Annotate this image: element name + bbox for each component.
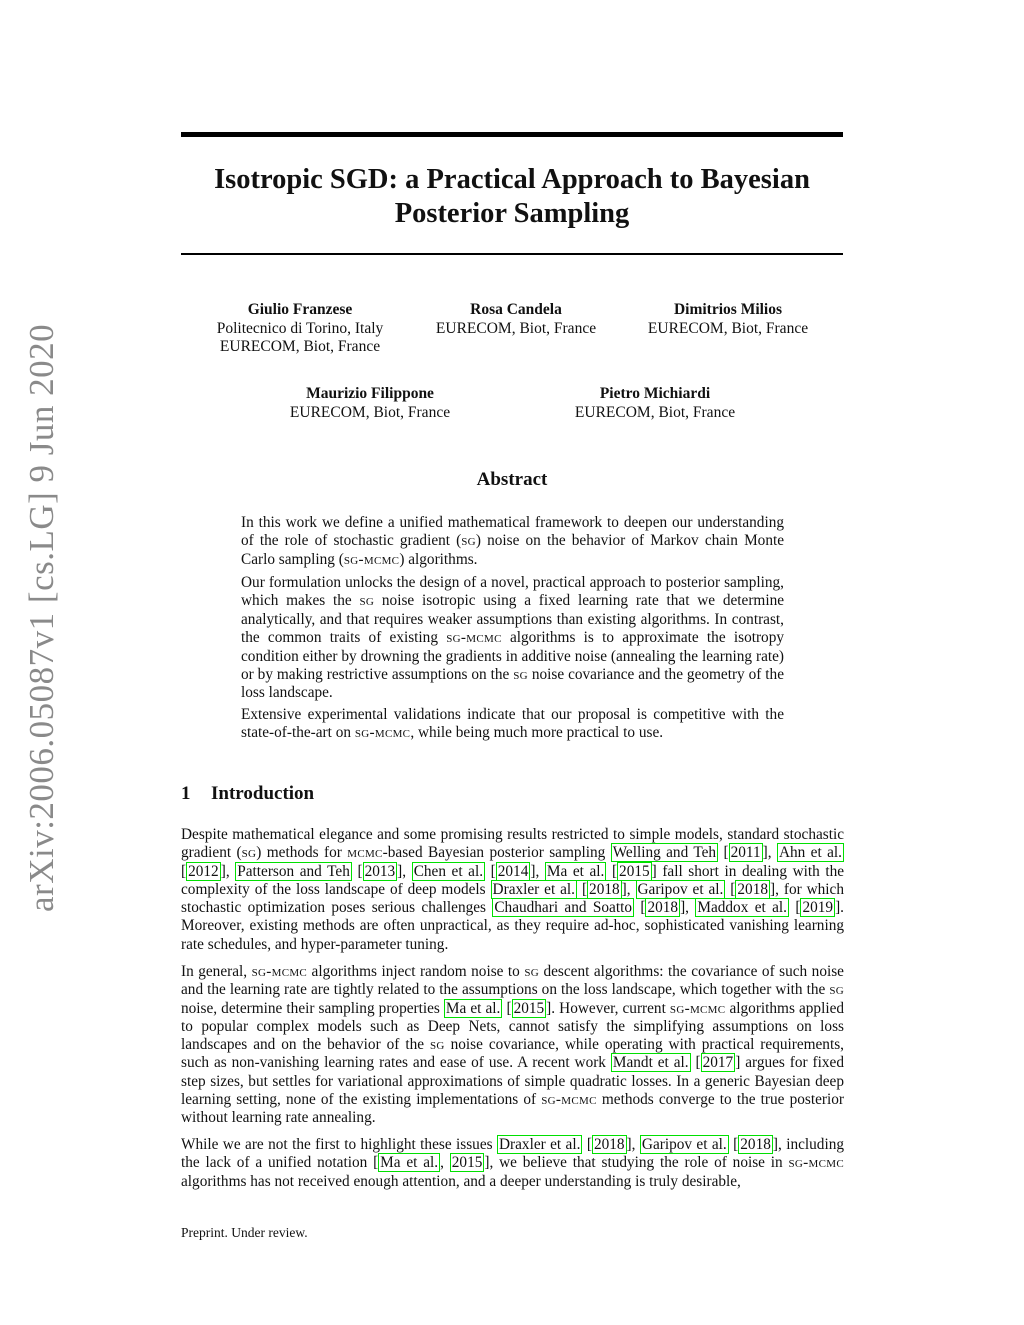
citation-link[interactable]: 2018 xyxy=(737,880,768,898)
body-paragraph: While we are not the first to highlight these issues Draxler et al. [ 2018 ], Garipov et al. [ 2018 ], including the lack of a unified notation [ Ma et al. , 2015 ], we believe that studying the role of noise in sg-mcmc algorithms has not received enough attention, and a deeper understanding is truly desirable, xyxy=(181,1136,845,1190)
citation-link[interactable]: Ma et al. xyxy=(380,1154,439,1172)
citation-link[interactable]: 2018 xyxy=(593,1136,625,1153)
citation-link[interactable]: Ma et al. xyxy=(546,862,605,880)
abstract-paragraph: Extensive experimental validations indicate that our proposal is competitive with the state-of-the-art on sg-mcmc, while being much more practical to use. xyxy=(241,706,784,742)
title-rule-bottom xyxy=(181,253,843,255)
author-affiliation: EURECOM, Biot, France xyxy=(435,319,597,337)
section-title: Introduction xyxy=(211,783,315,804)
paper-title xyxy=(181,163,843,231)
author-name: Dimitrios Milios xyxy=(673,301,783,318)
citation-link[interactable]: Mandt et al. xyxy=(612,1054,689,1072)
body-paragraph: In general, sg-mcmc algorithms inject random noise to sg descent algorithms: the covariance of such noise and the learning rate are tightly related to the assumptions on the loss landscape, which together with the sg noise, determine their sampling properties Ma et al. [ 2015 ]. However, current sg-mcmc algorithms applied to popular complex models such as Deep Nets, cannot satisfy the simplifying assumptions on loss landscapes and on the behavior of the sg noise covariance, while operating with practical requirements, such as non-vanishing learning rates and ease of use. A recent work Mandt et al. [ 2017 ] argues for fixed step sizes, but settles for variational approximations of simple quadratic losses. In a generic Bayesian deep learning setting, none of the existing implementations of sg-mcmc methods converge to the true posterior without learning rate annealing. xyxy=(181,963,845,1127)
title-rule-top xyxy=(181,132,843,137)
citation-link[interactable]: 2014 xyxy=(497,862,529,880)
citation-link[interactable]: Garipov et al. xyxy=(641,1136,727,1153)
citation-link[interactable]: 2012 xyxy=(188,862,219,880)
arxiv-stamp: arXiv:2006.05087v1 [cs.LG] 9 Jun 2020 xyxy=(22,323,61,912)
author-affiliation: EURECOM, Biot, France xyxy=(647,319,809,337)
author-block xyxy=(624,301,832,338)
author-block xyxy=(412,301,620,338)
section-number: 1 xyxy=(181,783,191,804)
citation-link[interactable]: Garipov et al. xyxy=(637,880,724,898)
author-affiliation: EURECOM, Biot, France xyxy=(574,403,736,421)
section-heading xyxy=(181,783,314,805)
author-affiliation: Politecnico di Torino, Italy xyxy=(216,319,384,337)
citation-link[interactable]: 2011 xyxy=(730,844,761,862)
citation-link[interactable]: 2018 xyxy=(647,899,679,917)
abstract-paragraph: Our formulation unlocks the design of a novel, practical approach to posterior sampling, which makes the sg noise isotropic using a fixed learning rate that we determine analytically, and that requires weaker assumptions than existing algorithms. In contrast, the common traits of existing sg-mcmc algorithms is to approximate the isotropy condition either by drowning the gradients in additive noise (annealing the learning rate) or by making restrictive assumptions on the sg noise covariance and the geometry of the loss landscape. xyxy=(241,574,785,702)
citation-link[interactable]: Patterson and Teh xyxy=(237,862,350,880)
citation-link[interactable]: 2013 xyxy=(364,862,396,880)
author-block xyxy=(190,301,410,357)
title-line-2: Posterior Sampling xyxy=(394,198,630,229)
citation-link[interactable]: 2017 xyxy=(702,1054,734,1072)
footer-note: Preprint. Under review. xyxy=(181,1225,308,1240)
citation-link[interactable]: Chen et al. xyxy=(413,862,484,880)
author-name: Pietro Michiardi xyxy=(599,385,711,402)
author-block xyxy=(266,385,474,422)
author-name: Giulio Franzese xyxy=(247,301,353,318)
citation-link[interactable]: 2018 xyxy=(589,880,620,898)
title-line-1: Isotropic SGD: a Practical Approach to Bayesian xyxy=(214,164,810,195)
citation-link[interactable]: Welling and Teh xyxy=(612,844,717,862)
citation-link[interactable]: Ma et al. xyxy=(445,999,501,1017)
citation-link[interactable]: 2015 xyxy=(451,1154,483,1172)
author-block xyxy=(551,385,759,422)
body-paragraph: Despite mathematical elegance and some promising results restricted to simple models, standard stochastic gradient (sg) methods for mcmc-based Bayesian posterior sampling Welling and Teh [ 2011 ], Ahn et al. [ 2012 ], Patterson and Teh [ 2013 ], Chen et al. [ 2014 ], Ma et al. [ 2015 ] fall short in dealing with the complexity of the loss landscape of deep models Draxler et al. [ 2018 ], Garipov et al. [ 2018 ], for which stochastic optimization poses serious challenges Chaudhari and Soatto [ 2018 ], Maddox et al. [ 2019 ]. Moreover, existing methods are often unpractical, as they require ad-hoc, sophisticated vanishing learning rate schedules, and hyper-parameter tuning. xyxy=(181,826,845,953)
author-affiliation: EURECOM, Biot, France xyxy=(219,338,381,355)
citation-link[interactable]: Maddox et al. xyxy=(697,899,787,917)
citation-link[interactable]: 2019 xyxy=(802,899,834,917)
author-name: Rosa Candela xyxy=(470,301,562,318)
citation-link[interactable]: Ahn et al. xyxy=(778,844,842,862)
citation-link[interactable]: Draxler et al. xyxy=(498,1136,581,1153)
abstract-heading: Abstract xyxy=(476,469,548,490)
citation-link[interactable]: 2018 xyxy=(740,1136,771,1153)
citation-link[interactable]: 2015 xyxy=(513,999,545,1017)
citation-link[interactable]: 2015 xyxy=(619,862,650,880)
author-affiliation: EURECOM, Biot, France xyxy=(289,403,451,421)
citation-link[interactable]: Draxler et al. xyxy=(492,880,576,898)
author-name: Maurizio Filippone xyxy=(306,385,434,402)
abstract-paragraph: In this work we define a unified mathematical framework to deepen our understanding of the role of stochastic gradient (sg) noise on the behavior of Markov chain Monte Carlo sampling (sg-mcmc) algorithms. xyxy=(241,514,785,568)
citation-link[interactable]: Chaudhari and Soatto xyxy=(494,899,632,917)
